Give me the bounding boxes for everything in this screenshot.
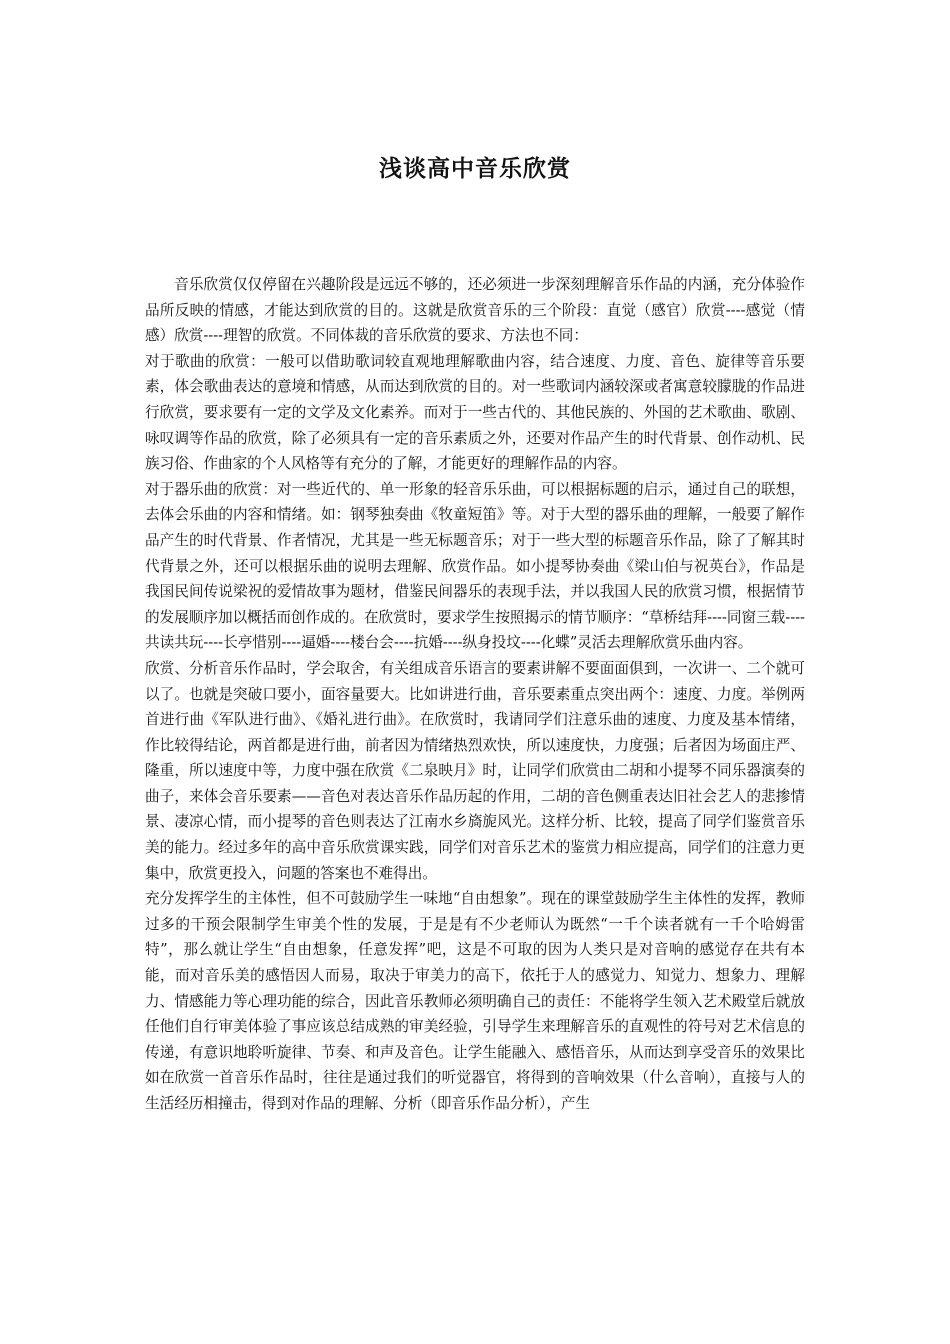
document-body — [145, 272, 805, 1117]
paragraph-analysis: 欣赏、分析音乐作品时，学会取舍，有关组成音乐语言的要素讲解不要面面俱到，一次讲一、二个就可以了。也就是突破口要小，面容量要大。比如讲进行曲，音乐要素重点突出两个：速度、力度。举例两首进行曲《军队进行曲》、《婚礼进行曲》。在欣赏时，我请同学们注意乐曲的速度、力度及基本情绪，作比较得结论，两首都是进行曲，前者因为情绪热烈欢快，所以速度快，力度强；后者因为场面庄严、隆重，所以速度中等，力度中强在欣赏《二泉映月》时，让同学们欣赏由二胡和小提琴不同乐器演奏的曲子，来体会音乐要素——音色对表达音乐作品历起的作用，二胡的音色侧重表达旧社会艺人的悲掺情景、凄凉心情，而小提琴的音色则表达了江南水乡旖旎风光。这样分析、比较，提高了同学们鉴赏音乐美的能力。经过多年的高中音乐欣赏课实践，同学们对音乐艺术的鉴赏力相应提高，同学们的注意力更集中，欣赏更投入，问题的答案也不难得出。 — [145, 659, 805, 882]
paragraph-song-appreciation: 对于歌曲的欣赏：一般可以借助歌词较直观地理解歌曲内容，结合速度、力度、音色、旋律等音乐要素，体会歌曲表达的意境和情感，从而达到欣赏的目的。对一些歌词内涵较深或者寓意较朦胧的作品进行欣赏，要求要有一定的文学及文化素养。而对于一些古代的、其他民族的、外国的艺术歌曲、歌剧、咏叹调等作品的欣赏，除了必须具有一定的音乐素质之外，还要对作品产生的时代背景、创作动机、民族习俗、作曲家的个人风格等有充分的了解，才能更好的理解作品的内容。 — [145, 352, 805, 473]
paragraph-instrumental-appreciation: 对于器乐曲的欣赏：对一些近代的、单一形象的轻音乐乐曲，可以根据标题的启示，通过自己的联想，去体会乐曲的内容和情绪。如：钢琴独奏曲《牧童短笛》等。对于大型的器乐曲的理解，一般要了解作品产生的时代背景、作者情况，尤其是一些无标题音乐；对于一些大型的标题音乐作品，除了了解其时代背景之外，还可以根据乐曲的说明去理解、欣赏作品。如小提琴协奏曲《梁山伯与祝英台》，作品是我国民间传说梁祝的爱情故事为题材，借鉴民间器乐的表现手法，并以我国人民的欣赏习惯，根据情节的发展顺序加以概括而创作成的。在欣赏时，要求学生按照揭示的情节顺序：“草桥结拜----同窗三载----共读共玩----长亭惜别----逼婚----楼台会----抗婚----纵身投坟----化蝶”灵活去理解欣赏乐曲内容。 — [145, 480, 805, 652]
document-title: 浅谈高中音乐欣赏 — [379, 156, 571, 182]
paragraph-intro: 音乐欣赏仅仅停留在兴趣阶段是远远不够的，还必须进一步深刻理解音乐作品的内涵，充分体验作品所反映的情感，才能达到欣赏的目的。这就是欣赏音乐的三个阶段：直觉（感官）欣赏----感觉（情感）欣赏----理智的欣赏。不同体裁的音乐欣赏的要求、方法也不同： — [145, 276, 805, 345]
paragraph-student-subjectivity: 充分发挥学生的主体性，但不可鼓励学生一味地“自由想象”。现在的课堂鼓励学生主体性的发挥，教师过多的干预会限制学生审美个性的发展，于是是有不少老师认为既然“一千个读者就有一千个哈姆雷特”，那么就让学生“自由想象，任意发挥”吧，这是不可取的因为人类只是对音响的感觉存在共有本能，而对音乐美的感悟因人而易，取决于审美力的高下，依托于人的感觉力、知觉力、想象力、理解力、情感能力等心理功能的综合，因此音乐教师必须明确自己的责任：不能将学生领入艺术殿堂后就放任他们自行审美体验了事应该总结成熟的审美经验，引导学生来理解音乐的直观性的符号对艺术信息的传递，有意识地聆听旋律、节奏、和声及音色。让学生能融入、感悟音乐，从而达到享受音乐的效果比如在欣赏一首音乐作品时，往往是通过我们的听觉器官，将得到的音响效果（什么音响），直接与人的生活经历相撞击，得到对作品的理解、分析（即音乐作品分析），产生 — [145, 890, 805, 1112]
